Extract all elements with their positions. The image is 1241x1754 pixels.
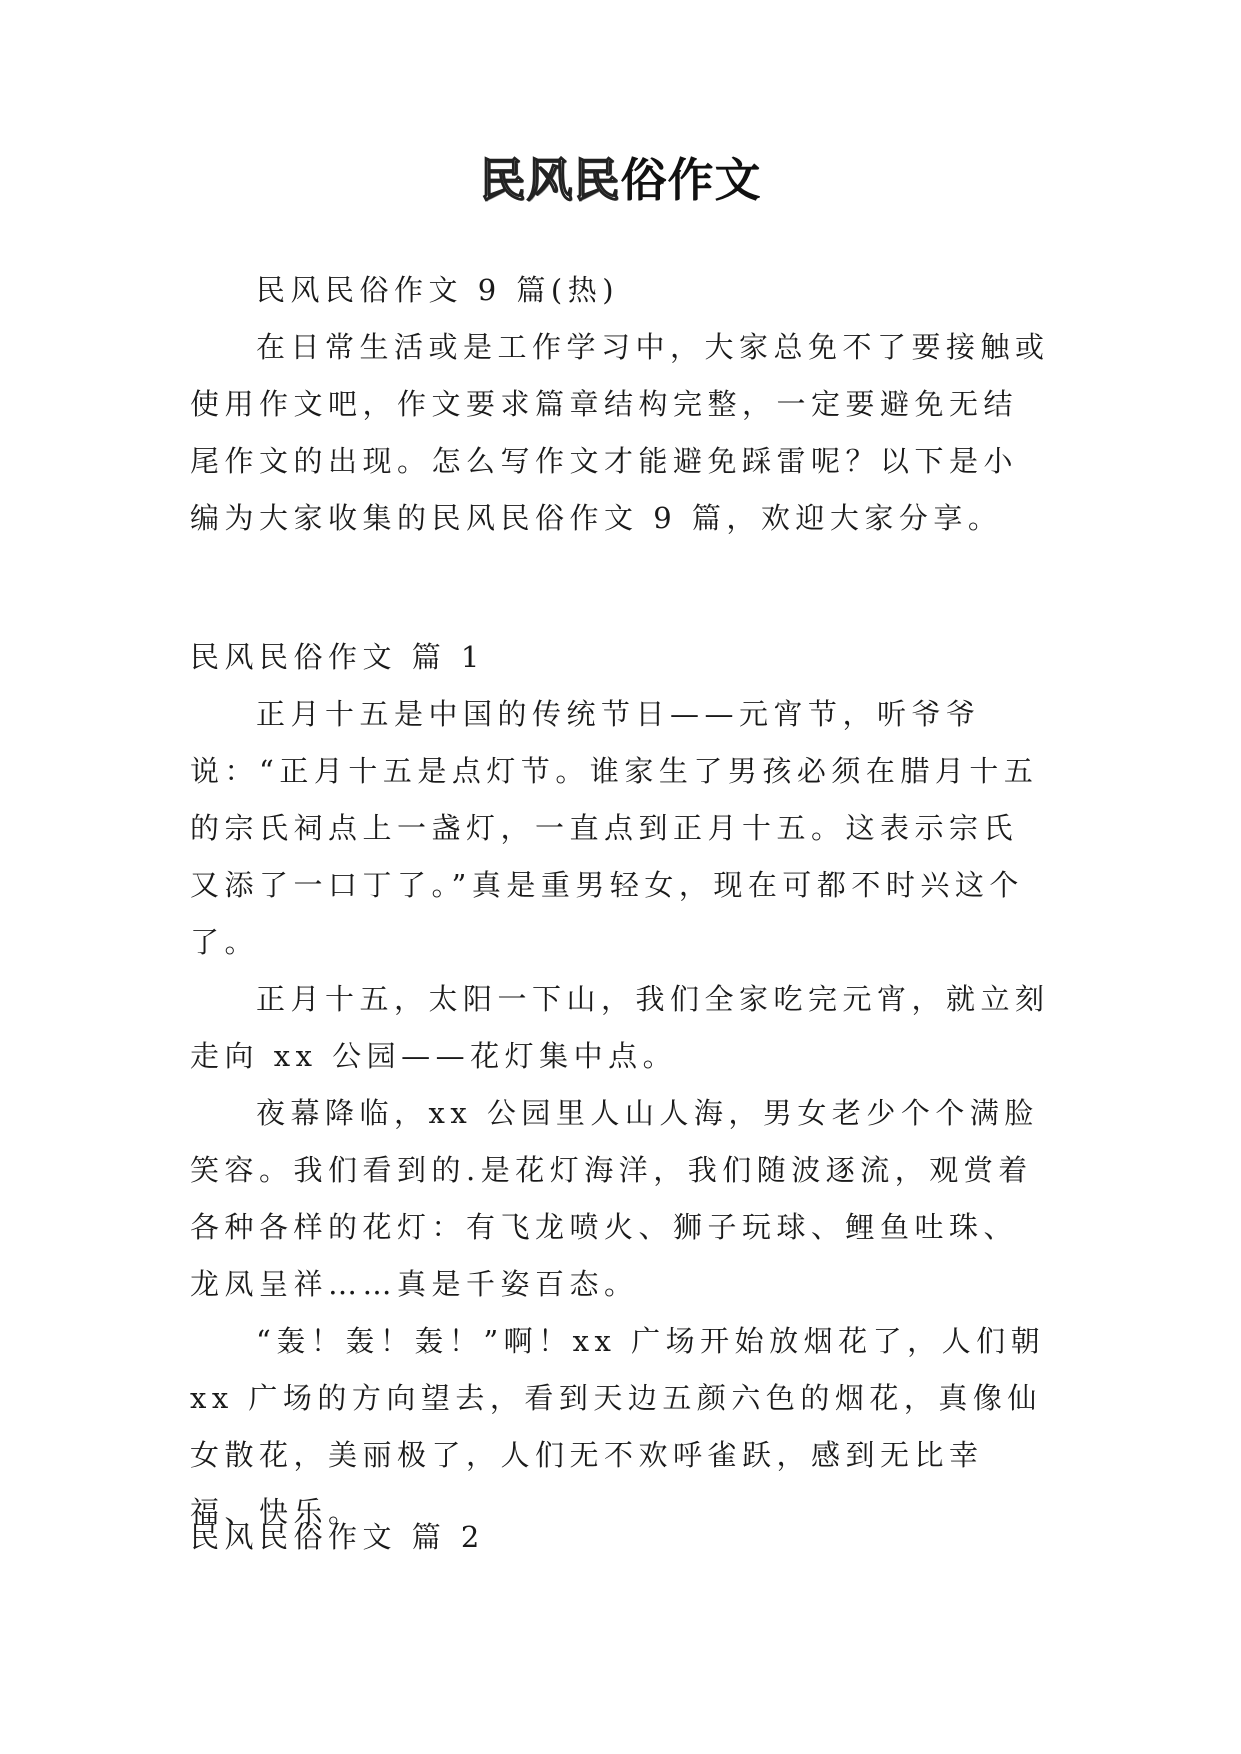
title-outlined-part: 民风民 <box>479 153 621 207</box>
intro-block <box>190 262 1052 547</box>
section-1-paragraph: “轰！轰！轰！”啊！xx 广场开始放烟花了，人们朝 xx 广场的方向望去，看到天边五颜六色的烟花，真像仙女散花，美丽极了，人们无不欢呼雀跃，感到无比幸福、快乐。 <box>190 1324 1046 1529</box>
section-1-paragraph: 夜幕降临，xx 公园里人山人海，男女老少个个满脸笑容。我们看到的.是花灯海洋，我们随波逐流，观赏着各种各样的花灯：有飞龙喷火、狮子玩球、鲤鱼吐珠、龙凤呈祥……真是千姿百态。 <box>190 1096 1039 1301</box>
intro-paragraph: 在日常生活或是工作学习中，大家总免不了要接触或使用作文吧，作文要求篇章结构完整，一定要避免无结尾作文的出现。怎么写作文才能避免踩雷呢？以下是小编为大家收集的民风民俗作文 9 篇，欢迎大家分享。 <box>190 330 1050 535</box>
title-solid-part: 俗作文 <box>620 153 762 207</box>
section-1-paragraph: 正月十五是中国的传统节日——元宵节，听爷爷说：“正月十五是点灯节。谁家生了男孩必须在腊月十五的宗氏祠点上一盏灯，一直点到正月十五。这表示宗氏又添了一口丁了。”真是重男轻女，现在可都不时兴这个了。 <box>190 697 1039 959</box>
section-1-heading: 民风民俗作文 篇 1 <box>190 640 485 674</box>
section-1-body <box>190 686 1052 1541</box>
subtitle: 民风民俗作文 9 篇(热) <box>256 273 620 307</box>
document-title <box>0 150 1241 210</box>
section-1-paragraph: 正月十五，太阳一下山，我们全家吃完元宵，就立刻走向 xx 公园——花灯集中点。 <box>190 982 1050 1073</box>
section-2-heading: 民风民俗作文 篇 2 <box>190 1520 485 1554</box>
